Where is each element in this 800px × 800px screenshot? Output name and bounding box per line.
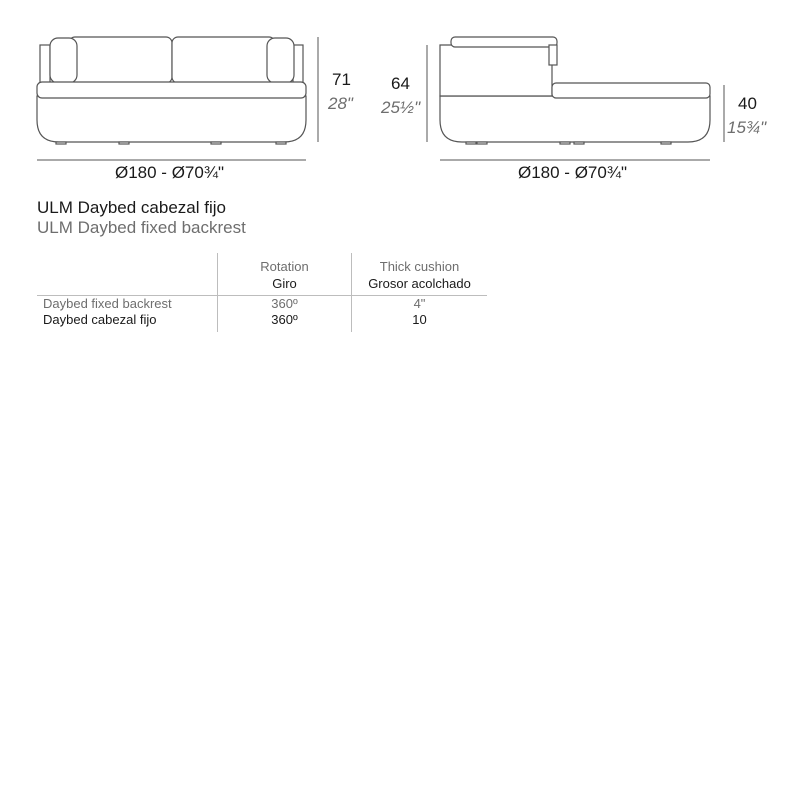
front-width-label: Ø180 - Ø70¾": [115, 163, 225, 182]
backrest-height-cm: 64: [391, 74, 410, 93]
front-view-drawing: [37, 37, 306, 144]
side-width-label: Ø180 - Ø70¾": [518, 163, 628, 182]
header-rotation: [218, 253, 352, 295]
seat-height-cm: 40: [738, 94, 757, 113]
product-title-english: ULM Daybed fixed backrest: [37, 218, 246, 237]
header-thickness: [352, 253, 488, 295]
spec-table: [37, 253, 487, 332]
header-rotation-en: Rotation: [260, 259, 309, 274]
header-thickness-es: Grosor acolchado: [368, 276, 471, 291]
table-row: [37, 296, 487, 313]
row-thickness: 4": [352, 296, 488, 313]
seat-height-in: 15¾": [727, 118, 767, 137]
product-title-spanish: ULM Daybed cabezal fijo: [37, 198, 226, 217]
header-thickness-en: Thick cushion: [379, 259, 460, 274]
backrest-height-in: 25½": [381, 98, 421, 117]
table-header-row: [37, 253, 487, 295]
front-height-in: 28": [328, 94, 353, 113]
row-name: Daybed fixed backrest: [43, 296, 172, 311]
side-view-drawing: [440, 37, 710, 144]
row-thickness: 10: [352, 312, 488, 332]
row-rotation: 360º: [218, 312, 352, 332]
row-rotation: 360º: [218, 296, 352, 313]
header-rotation-es: Giro: [272, 276, 297, 291]
row-name: Daybed cabezal fijo: [43, 312, 157, 327]
header-empty-cell: [37, 253, 218, 295]
front-height-cm: 71: [332, 70, 351, 89]
table-row: [37, 312, 487, 332]
